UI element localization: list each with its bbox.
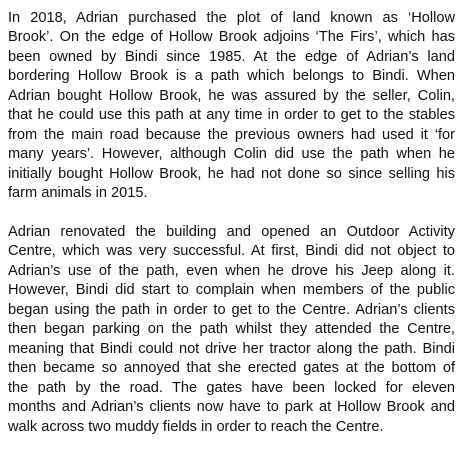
- paragraph-line: many years’. However, although Colin did use the path when he: [8, 146, 455, 163]
- paragraph-1: [8, 9, 455, 204]
- paragraph-line: initially bought Hollow Brook, he had not done so since selling his: [8, 165, 455, 182]
- paragraph-line: that he could use this path at any time in order to get to the stables: [8, 107, 455, 124]
- paragraph-line: Adrian bought Hollow Brook, he was assured by the seller, Colin,: [8, 87, 455, 104]
- paragraph-line: began using the path in order to get to the Centre. Adrian’s clients: [8, 301, 455, 318]
- paragraph-line: In 2018, Adrian purchased the plot of land known as ‘Hollow: [8, 10, 455, 26]
- paragraph-line: meaning that Bindi could not drive her tractor along the path. Bindi: [8, 340, 455, 357]
- paragraph-line: walk across two muddy fields in order to reach the Centre.: [8, 418, 384, 435]
- paragraph-line: bordering Hollow Brook is a path which belongs to Bindi. When: [8, 68, 455, 85]
- paragraph-line: Brook’. On the edge of Hollow Brook adjoins ‘The Firs’, which has: [8, 29, 455, 46]
- paragraph-line: months and Adrian’s clients now have to park at Hollow Brook and: [8, 399, 455, 416]
- paragraph-line: from the main road because the previous owners had used it ‘for: [8, 126, 455, 143]
- paragraph-line: the path by the road. The gates have been locked for eleven: [8, 379, 455, 396]
- paragraph-line: then began parking on the path whilst they attended the Centre,: [8, 321, 455, 338]
- paragraph-line: Centre, which was very successful. At first, Bindi did not object to: [8, 243, 455, 260]
- paragraph-line: Adrian renovated the building and opened an Outdoor Activity: [8, 223, 455, 240]
- paragraph-line: However, Bindi did start to complain when members of the public: [8, 282, 455, 299]
- paragraph-line: farm animals in 2015.: [8, 185, 148, 202]
- paragraph-2: [8, 223, 455, 437]
- paragraph-line: been owned by Bindi since 1985. At the edge of Adrian’s land: [8, 48, 455, 65]
- paragraph-line: Adrian’s use of the path, even when he drove his Jeep along it.: [8, 262, 455, 279]
- paragraph-line: then became so annoyed that she erected gates at the bottom of: [8, 360, 455, 377]
